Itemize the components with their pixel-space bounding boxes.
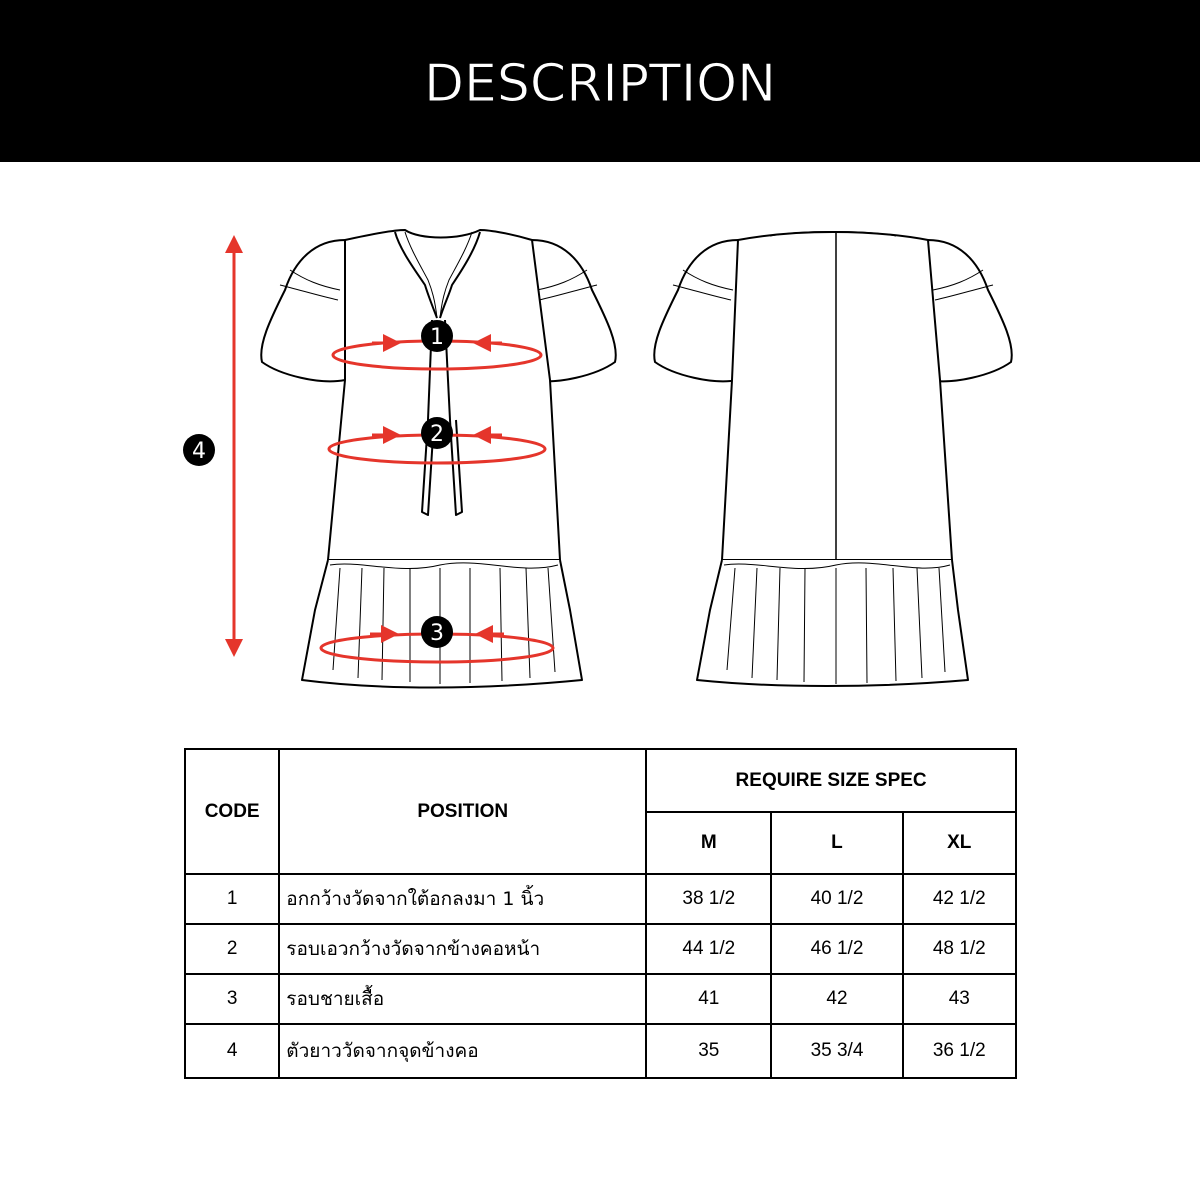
svg-text:3: 3 (430, 621, 444, 646)
back-ruffle (697, 560, 968, 686)
table-row (185, 874, 1016, 924)
garment-illustration (0, 170, 1200, 730)
table-row (185, 1024, 1016, 1078)
row-code: 3 (185, 974, 279, 1024)
size-xl-header: XL (903, 812, 1016, 874)
marker-1 (421, 320, 453, 352)
code-header: CODE (185, 749, 279, 874)
row-value-m: 41 (646, 974, 771, 1024)
size-spec-table (184, 748, 1017, 1079)
row-code: 2 (185, 924, 279, 974)
back-body (722, 232, 952, 560)
svg-text:1: 1 (430, 325, 444, 350)
size-m-header: M (646, 812, 771, 874)
spec-group-header: REQUIRE SIZE SPEC (646, 749, 1016, 812)
header-banner (0, 0, 1200, 162)
row-position: รอบเอวกว้างวัดจากข้างคอหน้า (279, 924, 646, 974)
row-code: 4 (185, 1024, 279, 1078)
row-value-l: 35 3/4 (771, 1024, 902, 1078)
row-value-xl: 43 (903, 974, 1016, 1024)
table-row (185, 924, 1016, 974)
svg-text:2: 2 (430, 422, 444, 447)
row-value-xl: 42 1/2 (903, 874, 1016, 924)
row-value-l: 40 1/2 (771, 874, 902, 924)
row-value-m: 44 1/2 (646, 924, 771, 974)
front-body (328, 230, 560, 560)
front-left-sleeve (261, 240, 345, 381)
row-value-m: 35 (646, 1024, 771, 1078)
back-right-sleeve (928, 240, 1012, 381)
table-row (185, 974, 1016, 1024)
back-view (654, 232, 1012, 687)
row-position: อกกว้างวัดจากใต้อกลงมา 1 นิ้ว (279, 874, 646, 924)
marker-4 (183, 434, 215, 466)
svg-text:4: 4 (192, 439, 206, 464)
row-value-xl: 48 1/2 (903, 924, 1016, 974)
row-position: ตัวยาววัดจากจุดข้างคอ (279, 1024, 646, 1078)
row-value-l: 46 1/2 (771, 924, 902, 974)
row-code: 1 (185, 874, 279, 924)
row-value-xl: 36 1/2 (903, 1024, 1016, 1078)
row-position: รอบชายเสื้อ (279, 974, 646, 1024)
size-l-header: L (771, 812, 902, 874)
position-header: POSITION (279, 749, 646, 874)
back-left-sleeve (654, 240, 738, 381)
row-value-l: 42 (771, 974, 902, 1024)
row-value-m: 38 1/2 (646, 874, 771, 924)
marker-3 (421, 616, 453, 648)
marker-2 (421, 417, 453, 449)
garment-diagram (0, 170, 1200, 730)
page-title: DESCRIPTION (424, 54, 776, 114)
